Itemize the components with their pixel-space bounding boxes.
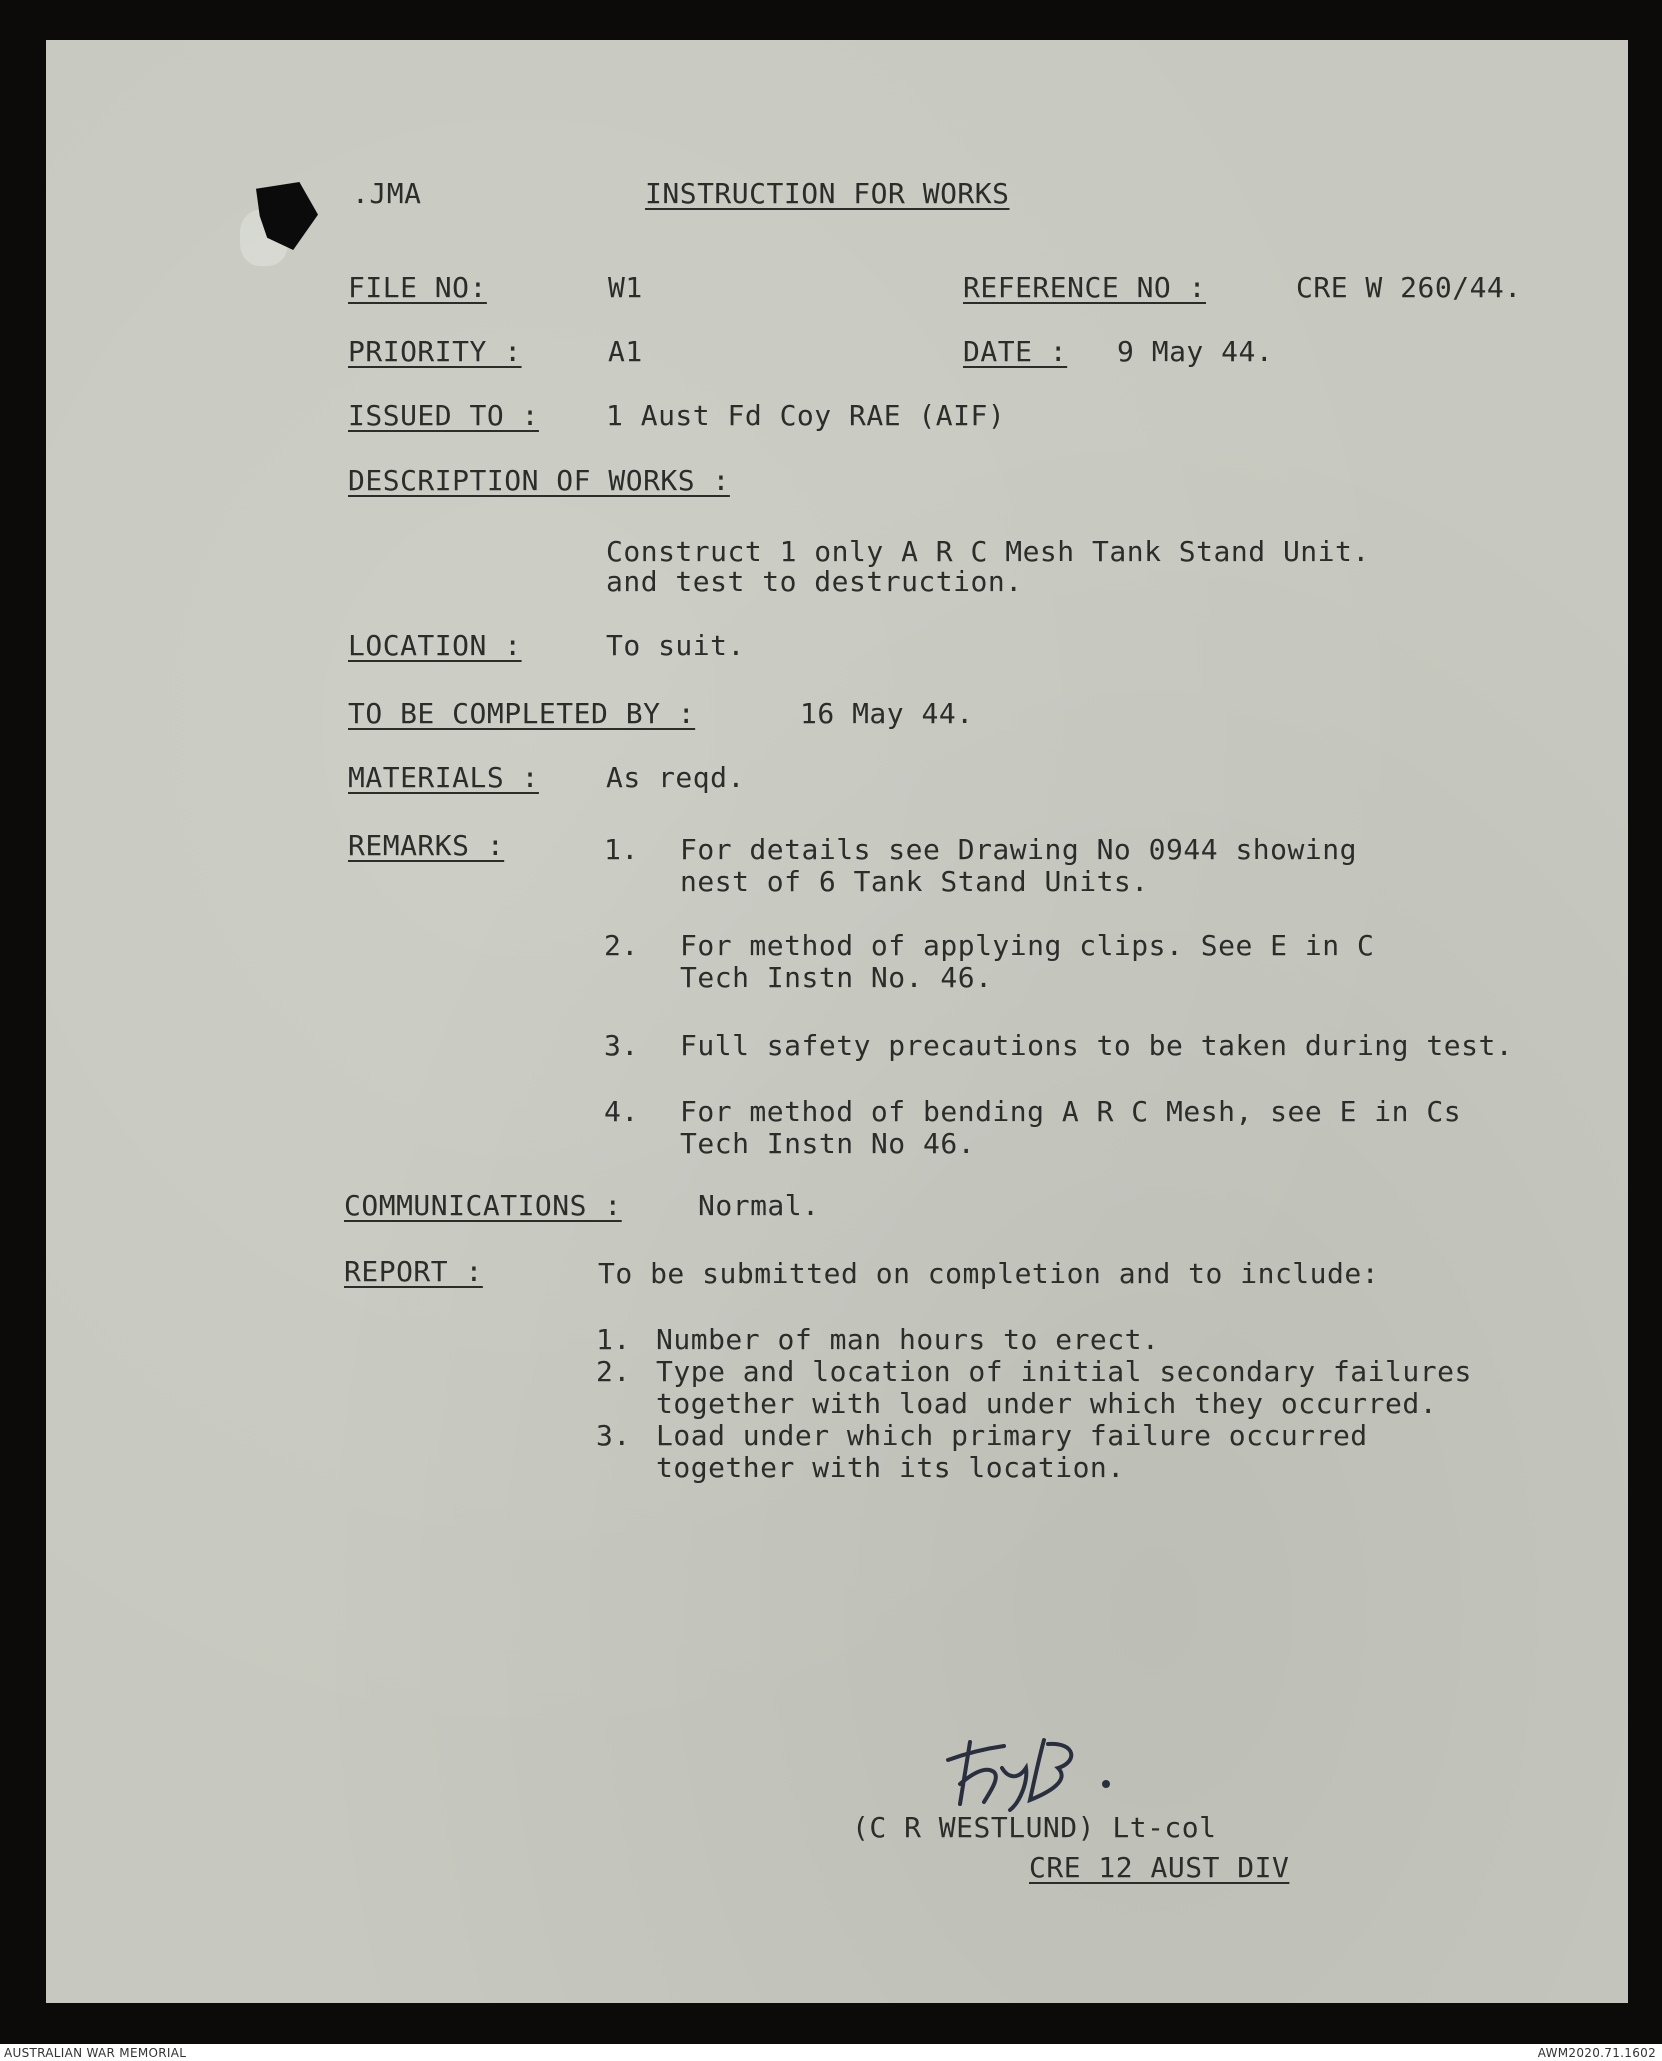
- remark-line: Tech Instn No. 46.: [680, 961, 993, 994]
- priority-value: A1: [608, 335, 643, 368]
- document-title: INSTRUCTION FOR WORKS: [645, 177, 1010, 210]
- handwritten-signature: [930, 1722, 1130, 1822]
- remark-line: Tech Instn No 46.: [680, 1127, 976, 1160]
- remark-line: For details see Drawing No 0944 showing: [680, 833, 1357, 866]
- completed-by-value: 16 May 44.: [800, 697, 974, 730]
- signatory-unit: CRE 12 AUST DIV: [1029, 1851, 1290, 1884]
- date-value: 9 May 44.: [1117, 335, 1274, 368]
- remark-line: Full safety precautions to be taken during test.: [680, 1029, 1514, 1062]
- issued-to-label: ISSUED TO :: [348, 399, 539, 432]
- report-item-line: together with load under which they occurred.: [656, 1387, 1438, 1420]
- description-line-1: Construct 1 only A R C Mesh Tank Stand Unit.: [606, 535, 1370, 568]
- file-no-label: FILE NO:: [348, 271, 487, 304]
- remark-line: For method of applying clips. See E in C: [680, 929, 1375, 962]
- report-intro: To be submitted on completion and to include:: [598, 1257, 1380, 1290]
- materials-label: MATERIALS :: [348, 761, 539, 794]
- report-item-line: Load under which primary failure occurred: [656, 1419, 1368, 1452]
- signatory-name: (C R WESTLUND) Lt-col: [852, 1811, 1217, 1844]
- description-label: DESCRIPTION OF WORKS :: [348, 464, 730, 497]
- communications-label: COMMUNICATIONS :: [344, 1189, 622, 1222]
- description-line-2: and test to destruction.: [606, 565, 1023, 598]
- remark-number: 3.: [604, 1029, 639, 1062]
- remark-number: 1.: [604, 833, 639, 866]
- location-value: To suit.: [606, 629, 745, 662]
- document-page: [46, 40, 1628, 2003]
- remark-line: For method of bending A R C Mesh, see E in Cs: [680, 1095, 1462, 1128]
- document-code: .JMA: [352, 177, 422, 210]
- report-item-number: 3.: [596, 1419, 631, 1452]
- remark-number: 4.: [604, 1095, 639, 1128]
- completed-by-label: TO BE COMPLETED BY :: [348, 697, 696, 730]
- issued-to-value: 1 Aust Fd Coy RAE (AIF): [606, 399, 1006, 432]
- remark-number: 2.: [604, 929, 639, 962]
- date-label: DATE :: [963, 335, 1068, 368]
- report-item-line: Type and location of initial secondary failures: [656, 1355, 1472, 1388]
- report-label: REPORT :: [344, 1255, 483, 1288]
- report-item-number: 1.: [596, 1323, 631, 1356]
- footer-institution: AUSTRALIAN WAR MEMORIAL: [4, 2046, 187, 2060]
- priority-label: PRIORITY :: [348, 335, 522, 368]
- location-label: LOCATION :: [348, 629, 522, 662]
- remark-line: nest of 6 Tank Stand Units.: [680, 865, 1149, 898]
- file-no-value: W1: [608, 271, 643, 304]
- reference-no-value: CRE W 260/44.: [1296, 271, 1522, 304]
- remarks-label: REMARKS :: [348, 829, 505, 862]
- reference-no-label: REFERENCE NO :: [963, 271, 1207, 304]
- report-item-line: together with its location.: [656, 1451, 1125, 1484]
- materials-value: As reqd.: [606, 761, 745, 794]
- communications-value: Normal.: [698, 1189, 820, 1222]
- report-item-number: 2.: [596, 1355, 631, 1388]
- footer-accession-number: AWM2020.71.1602: [1537, 2046, 1656, 2060]
- report-item-line: Number of man hours to erect.: [656, 1323, 1160, 1356]
